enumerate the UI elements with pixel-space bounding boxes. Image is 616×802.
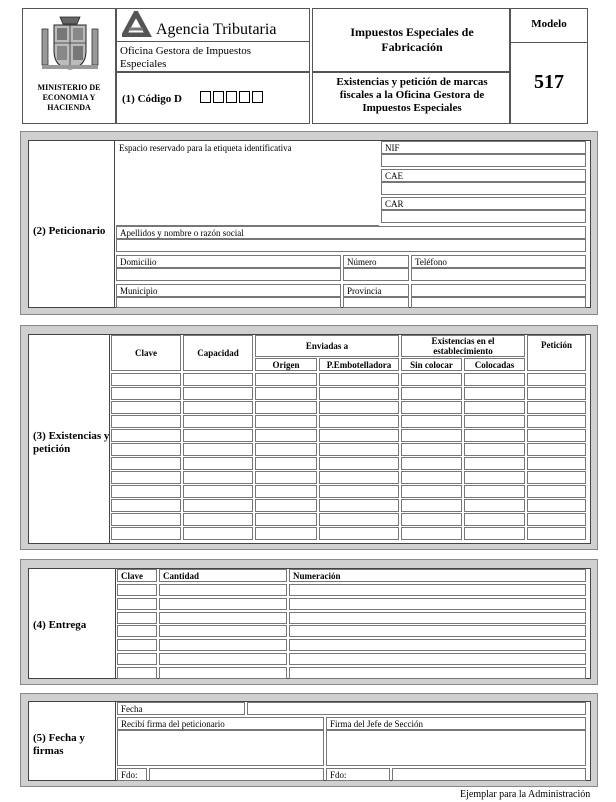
modelo-box [510,8,588,124]
fecha-label: Fecha [121,704,143,714]
section-title: (3) Existencias y petición [33,430,110,455]
existencias-cell[interactable] [183,457,253,470]
existencias-cell[interactable] [111,387,181,400]
entrega-cell[interactable] [117,612,157,624]
recibi-signature-box[interactable] [117,730,324,766]
modelo-label: Modelo [531,18,567,30]
existencias-cell[interactable] [401,499,462,512]
existencias-cell[interactable] [401,471,462,484]
entrega-cell[interactable] [159,639,287,651]
entrega-rows [29,569,592,680]
existencias-cell[interactable] [255,401,317,414]
domicilio-field[interactable] [116,268,341,281]
existencias-cell[interactable] [183,415,253,428]
postal-field[interactable] [411,297,586,308]
existencias-cell[interactable] [111,527,181,540]
existencias-cell[interactable] [111,401,181,414]
nif-label: NIF [385,143,400,153]
name-label: Apellidos y nombre o razón social [120,228,244,238]
existencias-cell[interactable] [527,471,586,484]
existencias-cell[interactable] [183,485,253,498]
existencias-rows [29,335,592,545]
fdo1-field[interactable] [149,768,324,781]
existencias-cell[interactable] [464,527,525,540]
existencias-cell[interactable] [111,443,181,456]
car-label-cell [381,197,586,210]
existencias-cell[interactable] [183,387,253,400]
col-header-clave-label: Clave [135,348,157,358]
firma-jefe-signature-box[interactable] [326,730,586,766]
office-name: Oficina Gestora de Impuestos Especiales [120,45,252,70]
form-title-box [312,72,510,124]
code-digit-box[interactable] [200,91,211,103]
car-label: CAR [385,199,404,209]
col-header-numeracion-label: Numeración [293,571,341,581]
entrega-cell[interactable] [289,598,586,610]
existencias-cell[interactable] [527,401,586,414]
existencias-cell[interactable] [527,485,586,498]
existencias-cell[interactable] [255,485,317,498]
entrega-cell[interactable] [159,625,287,637]
col-header-sin-colocar-label: Sin colocar [410,360,453,370]
agency-name: Agencia Tributaria [156,21,277,38]
existencias-cell[interactable] [401,429,462,442]
section-existencias [20,325,598,550]
existencias-cell[interactable] [183,429,253,442]
code-digit-box[interactable] [239,91,250,103]
existencias-cell[interactable] [111,471,181,484]
ministry-box [22,8,116,124]
col-header-colocadas-label: Colocadas [474,360,515,370]
municipio-label: Municipio [120,286,158,296]
recibi-label: Recibí firma del peticionario [121,719,225,729]
numero-label: Número [347,257,377,267]
existencias-cell[interactable] [527,387,586,400]
header [22,8,588,124]
entrega-cell[interactable] [117,598,157,610]
agency-logo-icon [122,11,152,37]
existencias-cell[interactable] [464,373,525,386]
existencias-cell[interactable] [111,513,181,526]
agency-box [116,8,310,72]
existencias-cell[interactable] [401,373,462,386]
fecha-field[interactable] [247,702,586,715]
existencias-cell[interactable] [183,513,253,526]
firma-jefe-label: Firma del Jefe de Sección [330,719,423,729]
existencias-cell[interactable] [464,485,525,498]
section-entrega [20,559,598,685]
existencias-cell[interactable] [255,513,317,526]
existencias-cell[interactable] [464,499,525,512]
col-header-peticion-label: Petición [541,340,572,350]
existencias-cell[interactable] [319,415,399,428]
existencias-cell[interactable] [527,457,586,470]
col-header-cantidad-label: Cantidad [163,571,200,581]
entrega-cell[interactable] [117,584,157,596]
existencias-cell[interactable] [255,415,317,428]
modelo-number: 517 [534,71,564,93]
existencias-cell[interactable] [464,401,525,414]
section-firmas [20,693,598,787]
existencias-cell[interactable] [319,401,399,414]
entrega-cell[interactable] [289,625,586,637]
existencias-cell[interactable] [255,373,317,386]
existencias-cell[interactable] [111,457,181,470]
entrega-cell[interactable] [159,667,287,679]
existencias-cell[interactable] [319,373,399,386]
existencias-cell[interactable] [464,443,525,456]
ministry-name: MINISTERIO DE ECONOMIA Y HACIENDA [37,83,101,112]
entrega-cell[interactable] [117,667,157,679]
existencias-cell[interactable] [255,443,317,456]
postal-label-cell [411,284,586,297]
label-space-area [116,142,379,226]
existencias-cell[interactable] [255,499,317,512]
name-field[interactable] [116,239,586,252]
code-digit-box[interactable] [226,91,237,103]
fdo2-label: Fdo: [330,770,347,780]
existencias-cell[interactable] [527,513,586,526]
entrega-cell[interactable] [289,667,586,679]
municipio-field[interactable] [116,297,341,308]
code-label: (1) Código D [122,93,182,105]
telefono-field[interactable] [411,268,586,281]
existencias-cell[interactable] [401,387,462,400]
code-digit-box[interactable] [252,91,263,103]
col-header-clave-label: Clave [121,571,143,581]
telefono-label: Teléfono [415,257,447,267]
col-header-existencias-label: Existencias en el establecimiento [431,336,495,356]
nif-field[interactable] [381,154,586,167]
existencias-cell[interactable] [527,415,586,428]
entrega-cell[interactable] [289,584,586,596]
existencias-cell[interactable] [319,499,399,512]
existencias-cell[interactable] [464,457,525,470]
existencias-cell[interactable] [319,513,399,526]
entrega-cell[interactable] [117,639,157,651]
fdo1-label: Fdo: [121,770,138,780]
existencias-cell[interactable] [255,527,317,540]
existencias-cell[interactable] [319,485,399,498]
existencias-cell[interactable] [401,415,462,428]
existencias-cell[interactable] [527,373,586,386]
existencias-cell[interactable] [401,457,462,470]
numero-field[interactable] [343,268,409,281]
code-box [116,72,310,124]
section-peticionario [20,131,598,315]
entrega-cell[interactable] [159,584,287,596]
existencias-cell[interactable] [255,471,317,484]
existencias-cell[interactable] [111,485,181,498]
existencias-cell[interactable] [527,429,586,442]
section-title: (4) Entrega [33,619,87,631]
entrega-cell[interactable] [159,612,287,624]
existencias-cell[interactable] [319,471,399,484]
existencias-cell[interactable] [464,429,525,442]
cae-field[interactable] [381,182,586,195]
existencias-cell[interactable] [319,387,399,400]
tax-title: Impuestos Especiales de Fabricación [350,25,474,54]
existencias-cell[interactable] [319,527,399,540]
existencias-cell[interactable] [319,457,399,470]
existencias-cell[interactable] [401,513,462,526]
existencias-cell[interactable] [183,499,253,512]
existencias-cell[interactable] [527,527,586,540]
entrega-cell[interactable] [117,625,157,637]
existencias-cell[interactable] [319,429,399,442]
existencias-cell[interactable] [401,527,462,540]
existencias-cell[interactable] [401,401,462,414]
existencias-cell[interactable] [111,499,181,512]
cae-label: CAE [385,171,403,181]
nif-label-cell [381,141,586,154]
existencias-cell[interactable] [464,471,525,484]
entrega-cell[interactable] [117,653,157,665]
entrega-cell[interactable] [289,653,586,665]
col-header-origen-label: Origen [272,360,300,370]
cae-label-cell [381,169,586,182]
code-digit-box[interactable] [213,91,224,103]
coat-of-arms-icon [40,15,100,73]
existencias-cell[interactable] [464,415,525,428]
existencias-cell[interactable] [183,527,253,540]
provincia-label: Provincia [347,286,382,296]
existencias-cell[interactable] [527,499,586,512]
existencias-cell[interactable] [183,471,253,484]
existencias-cell[interactable] [183,373,253,386]
entrega-cell[interactable] [289,639,586,651]
entrega-cell[interactable] [159,598,287,610]
footer-copy-label: Ejemplar para la Administración [460,789,591,800]
col-header-enviadas-label: Enviadas a [305,341,349,351]
domicilio-label: Domicilio [120,257,157,267]
existencias-cell[interactable] [183,401,253,414]
form-title: Existencias y petición de marcas fiscales a la Oficina Gestora de Impuestos Especiales [336,76,488,114]
existencias-cell[interactable] [255,387,317,400]
fdo2-field[interactable] [392,768,586,781]
tax-title-box [312,8,510,72]
col-header-capacidad-label: Capacidad [197,348,239,358]
section-title: (2) Peticionario [33,225,106,237]
existencias-cell[interactable] [464,513,525,526]
section-title: (5) Fecha y firmas [33,732,85,757]
col-header-embotelladora-label: P.Embotelladora [326,360,392,370]
existencias-cell[interactable] [527,443,586,456]
label-space-caption: Espacio reservado para la etiqueta identificativa [119,143,292,153]
existencias-cell[interactable] [111,429,181,442]
existencias-cell[interactable] [111,415,181,428]
existencias-cell[interactable] [319,443,399,456]
provincia-field[interactable] [343,297,409,308]
entrega-cell[interactable] [289,612,586,624]
entrega-cell[interactable] [159,653,287,665]
existencias-cell[interactable] [464,387,525,400]
existencias-cell[interactable] [111,373,181,386]
existencias-cell[interactable] [401,443,462,456]
car-field[interactable] [381,210,586,223]
existencias-cell[interactable] [255,457,317,470]
existencias-cell[interactable] [183,443,253,456]
existencias-cell[interactable] [401,485,462,498]
existencias-cell[interactable] [255,429,317,442]
